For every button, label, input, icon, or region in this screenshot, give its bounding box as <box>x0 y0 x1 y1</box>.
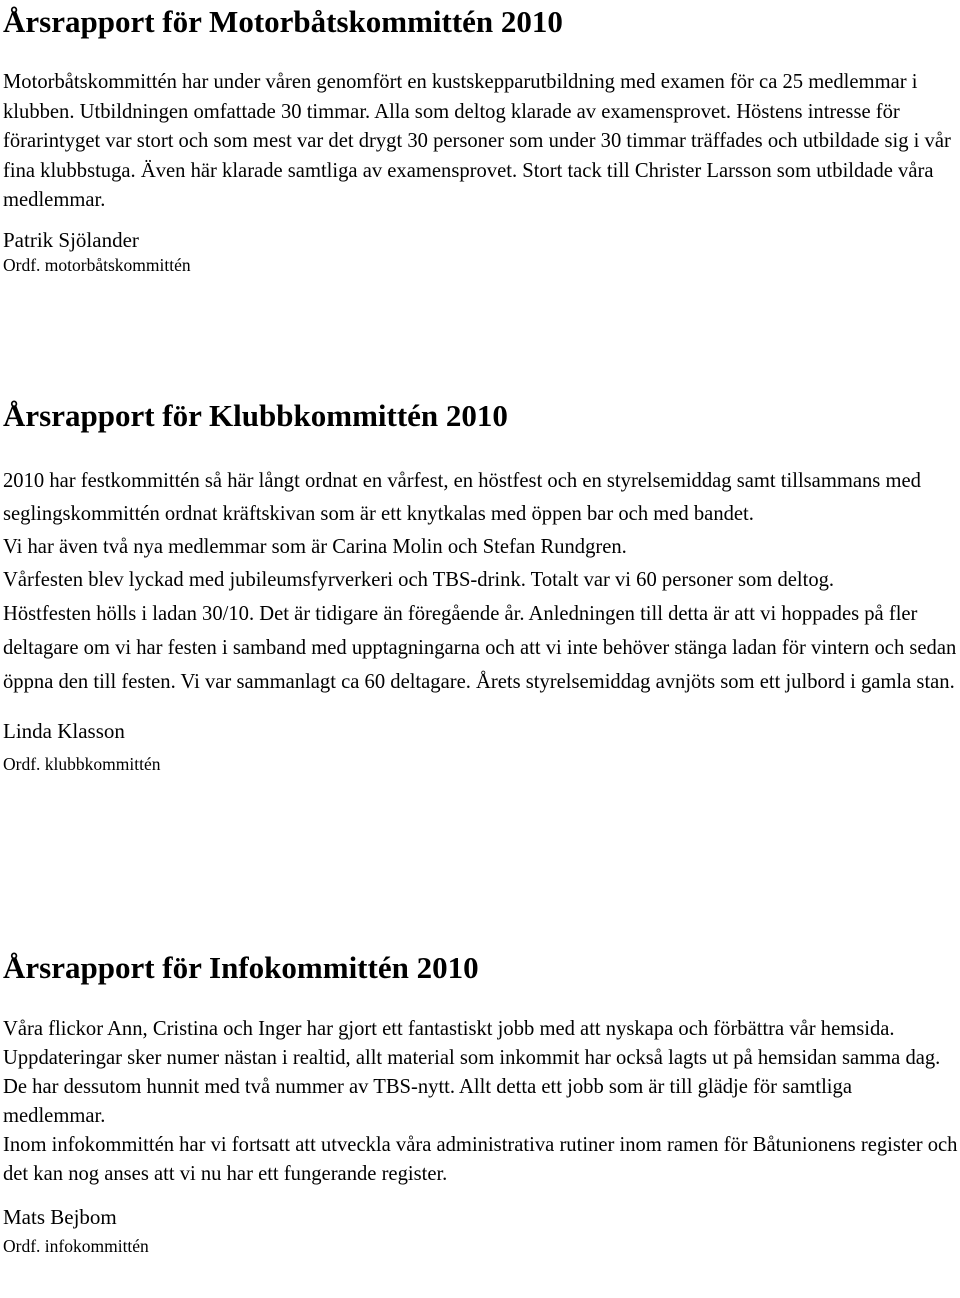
signature-name: Mats Bejbom <box>3 1205 117 1229</box>
section-paragraph: Vi har även två nya medlemmar som är Carina Molin och Stefan Rundgren. <box>3 536 627 558</box>
section-title: Årsrapport för Motorbåtskommittén 2010 <box>3 4 563 39</box>
signature-name: Patrik Sjölander <box>3 227 139 252</box>
signature-name: Linda Klasson <box>3 719 125 743</box>
section-paragraph: Vårfesten blev lyckad med jubileumsfyrverkeri och TBS-drink. Totalt var vi 60 personer som deltog. <box>3 569 835 591</box>
section-title: Årsrapport för Infokommittén 2010 <box>3 950 479 985</box>
section-motorbatskommitten <box>3 2 958 276</box>
section-paragraph: Inom infokommittén har vi fortsatt att utveckla våra administrativa rutiner inom ramen för Båtunionens register och det kan nog anses att vi nu har ett fungerande register. <box>3 1134 958 1185</box>
section-title: Årsrapport för Klubbkommittén 2010 <box>3 398 508 433</box>
section-paragraph: De har dessutom hunnit med två nummer av TBS-nytt. Allt detta ett jobb som är till glädje för samtliga medlemmar. <box>3 1076 852 1127</box>
section-paragraph: Höstfesten hölls i ladan 30/10. Det är tidigare än föregående år. Anledningen till detta är att vi hoppades på fler deltagare om vi har festen i samband med upptagningarna och att vi inte behöver stänga ladan för vintern och sedan öppna den till festen. Vi var sammanlagt ca 60 deltagare. Årets styrelsemiddag avnjöts som ett julbord i gamla stan. <box>3 603 957 693</box>
signature-role: Ordf. klubbkommittén <box>3 754 161 774</box>
section-paragraph: Våra flickor Ann, Cristina och Inger har gjort ett fantastiskt jobb med att nyskapa och förbättra vår hemsida. Uppdateringar sker numer nästan i realtid, allt material som inkommit har också lagts ut på hemsidan samma dag. <box>3 1018 941 1069</box>
section-paragraph: Motorbåtskommittén har under våren genomfört en kustskepparutbildning med examen för ca 25 medlemmar i klubben. Utbildningen omfattade 30 timmar. Alla som deltog klarade av examensprovet. Höstens intresse för förarintyget var stort och som mest var det drygt 30 personer som under 30 timmar träffades och utbildade sig i vår fina klubbstuga. Även här klarade samtliga av examensprovet. Stort tack till Christer Larsson som utbildade våra medlemmar. <box>3 71 951 211</box>
section-klubbkommitten <box>3 396 958 781</box>
section-paragraph: 2010 har festkommittén så här långt ordnat en vårfest, en höstfest och en styrelsemiddag samt tillsammans med seglingskommittén ordnat kräftskivan som är ett knytkalas med öppen bar och med bandet. <box>3 470 921 525</box>
signature-role: Ordf. motorbåtskommittén <box>3 254 191 275</box>
section-infokommitten <box>3 948 958 1261</box>
signature-role: Ordf. infokommittén <box>3 1236 149 1256</box>
